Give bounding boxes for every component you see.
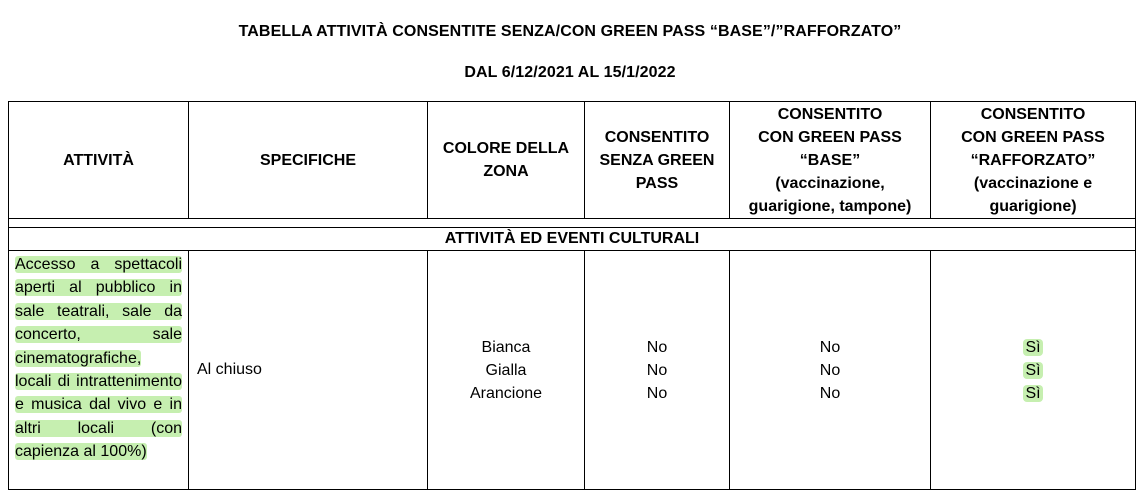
rafforzato-value: Sì <box>1025 338 1041 356</box>
header-green-pass-base <box>730 102 931 219</box>
header-specifiche-label: SPECIFICHE <box>259 151 356 169</box>
spacer-cell <box>9 219 1136 228</box>
header-base-line: CONSENTITO <box>777 105 883 123</box>
zone-cell <box>428 251 585 490</box>
table-row <box>9 251 1136 490</box>
section-row <box>9 228 1136 251</box>
header-rafforzato-line: CON GREEN PASS <box>961 128 1105 146</box>
zone-value: Arancione <box>469 384 543 402</box>
header-row <box>9 102 1136 219</box>
header-attivita-label: ATTIVITÀ <box>63 151 134 169</box>
spacer-row <box>9 219 1136 228</box>
activities-table <box>8 101 1136 490</box>
header-attivita <box>9 102 189 219</box>
header-colore-line: ZONA <box>483 163 529 180</box>
header-colore-line: COLORE DELLA <box>442 140 570 157</box>
header-rafforzato-line: CONSENTITO <box>980 105 1086 123</box>
rafforzato-value: Sì <box>1025 384 1041 402</box>
header-rafforzato-line: (vaccinazione e <box>973 174 1093 192</box>
base-value: No <box>819 338 841 356</box>
senza-value: No <box>646 361 668 379</box>
header-senza-line: PASS <box>635 174 679 192</box>
header-senza-line: CONSENTITO <box>604 128 710 146</box>
base-value: No <box>819 384 841 402</box>
header-green-pass-rafforzato <box>931 102 1136 219</box>
header-colore-zona <box>428 102 585 219</box>
header-senza-green-pass <box>585 102 730 219</box>
base-value: No <box>819 361 841 379</box>
spec-text: Al chiuso <box>197 361 262 378</box>
zone-value: Gialla <box>485 361 527 379</box>
header-base-line: guarigione, tampone) <box>748 197 912 215</box>
section-heading: ATTIVITÀ ED EVENTI CULTURALI <box>9 228 1136 251</box>
rafforzato-cell <box>931 251 1136 490</box>
header-base-line: “BASE” <box>799 151 861 169</box>
document-subtitle: DAL 6/12/2021 AL 15/1/2022 <box>464 64 676 81</box>
spec-cell <box>189 251 428 490</box>
zone-value: Bianca <box>481 338 531 356</box>
header-specifiche <box>189 102 428 219</box>
activity-cell <box>9 251 189 490</box>
activity-description: Accesso a spettacoli aperti al pubblico in sale teatrali, sale da concerto, sale cinematografiche, locali di intrattenimento e musica dal vivo e in altri locali (con capienza al 100%) <box>15 256 182 461</box>
document-title: TABELLA ATTIVITÀ CONSENTITE SENZA/CON GREEN PASS “BASE”/”RAFFORZATO” <box>238 23 902 40</box>
senza-value: No <box>646 338 668 356</box>
header-base-line: CON GREEN PASS <box>758 128 902 146</box>
base-cell <box>730 251 931 490</box>
header-senza-line: SENZA GREEN <box>599 151 715 169</box>
header-rafforzato-line: guarigione) <box>989 197 1077 215</box>
senza-cell <box>585 251 730 490</box>
senza-value: No <box>646 384 668 402</box>
header-base-line: (vaccinazione, <box>775 174 885 192</box>
header-rafforzato-line: “RAFFORZATO” <box>970 151 1096 169</box>
rafforzato-value: Sì <box>1025 361 1041 379</box>
